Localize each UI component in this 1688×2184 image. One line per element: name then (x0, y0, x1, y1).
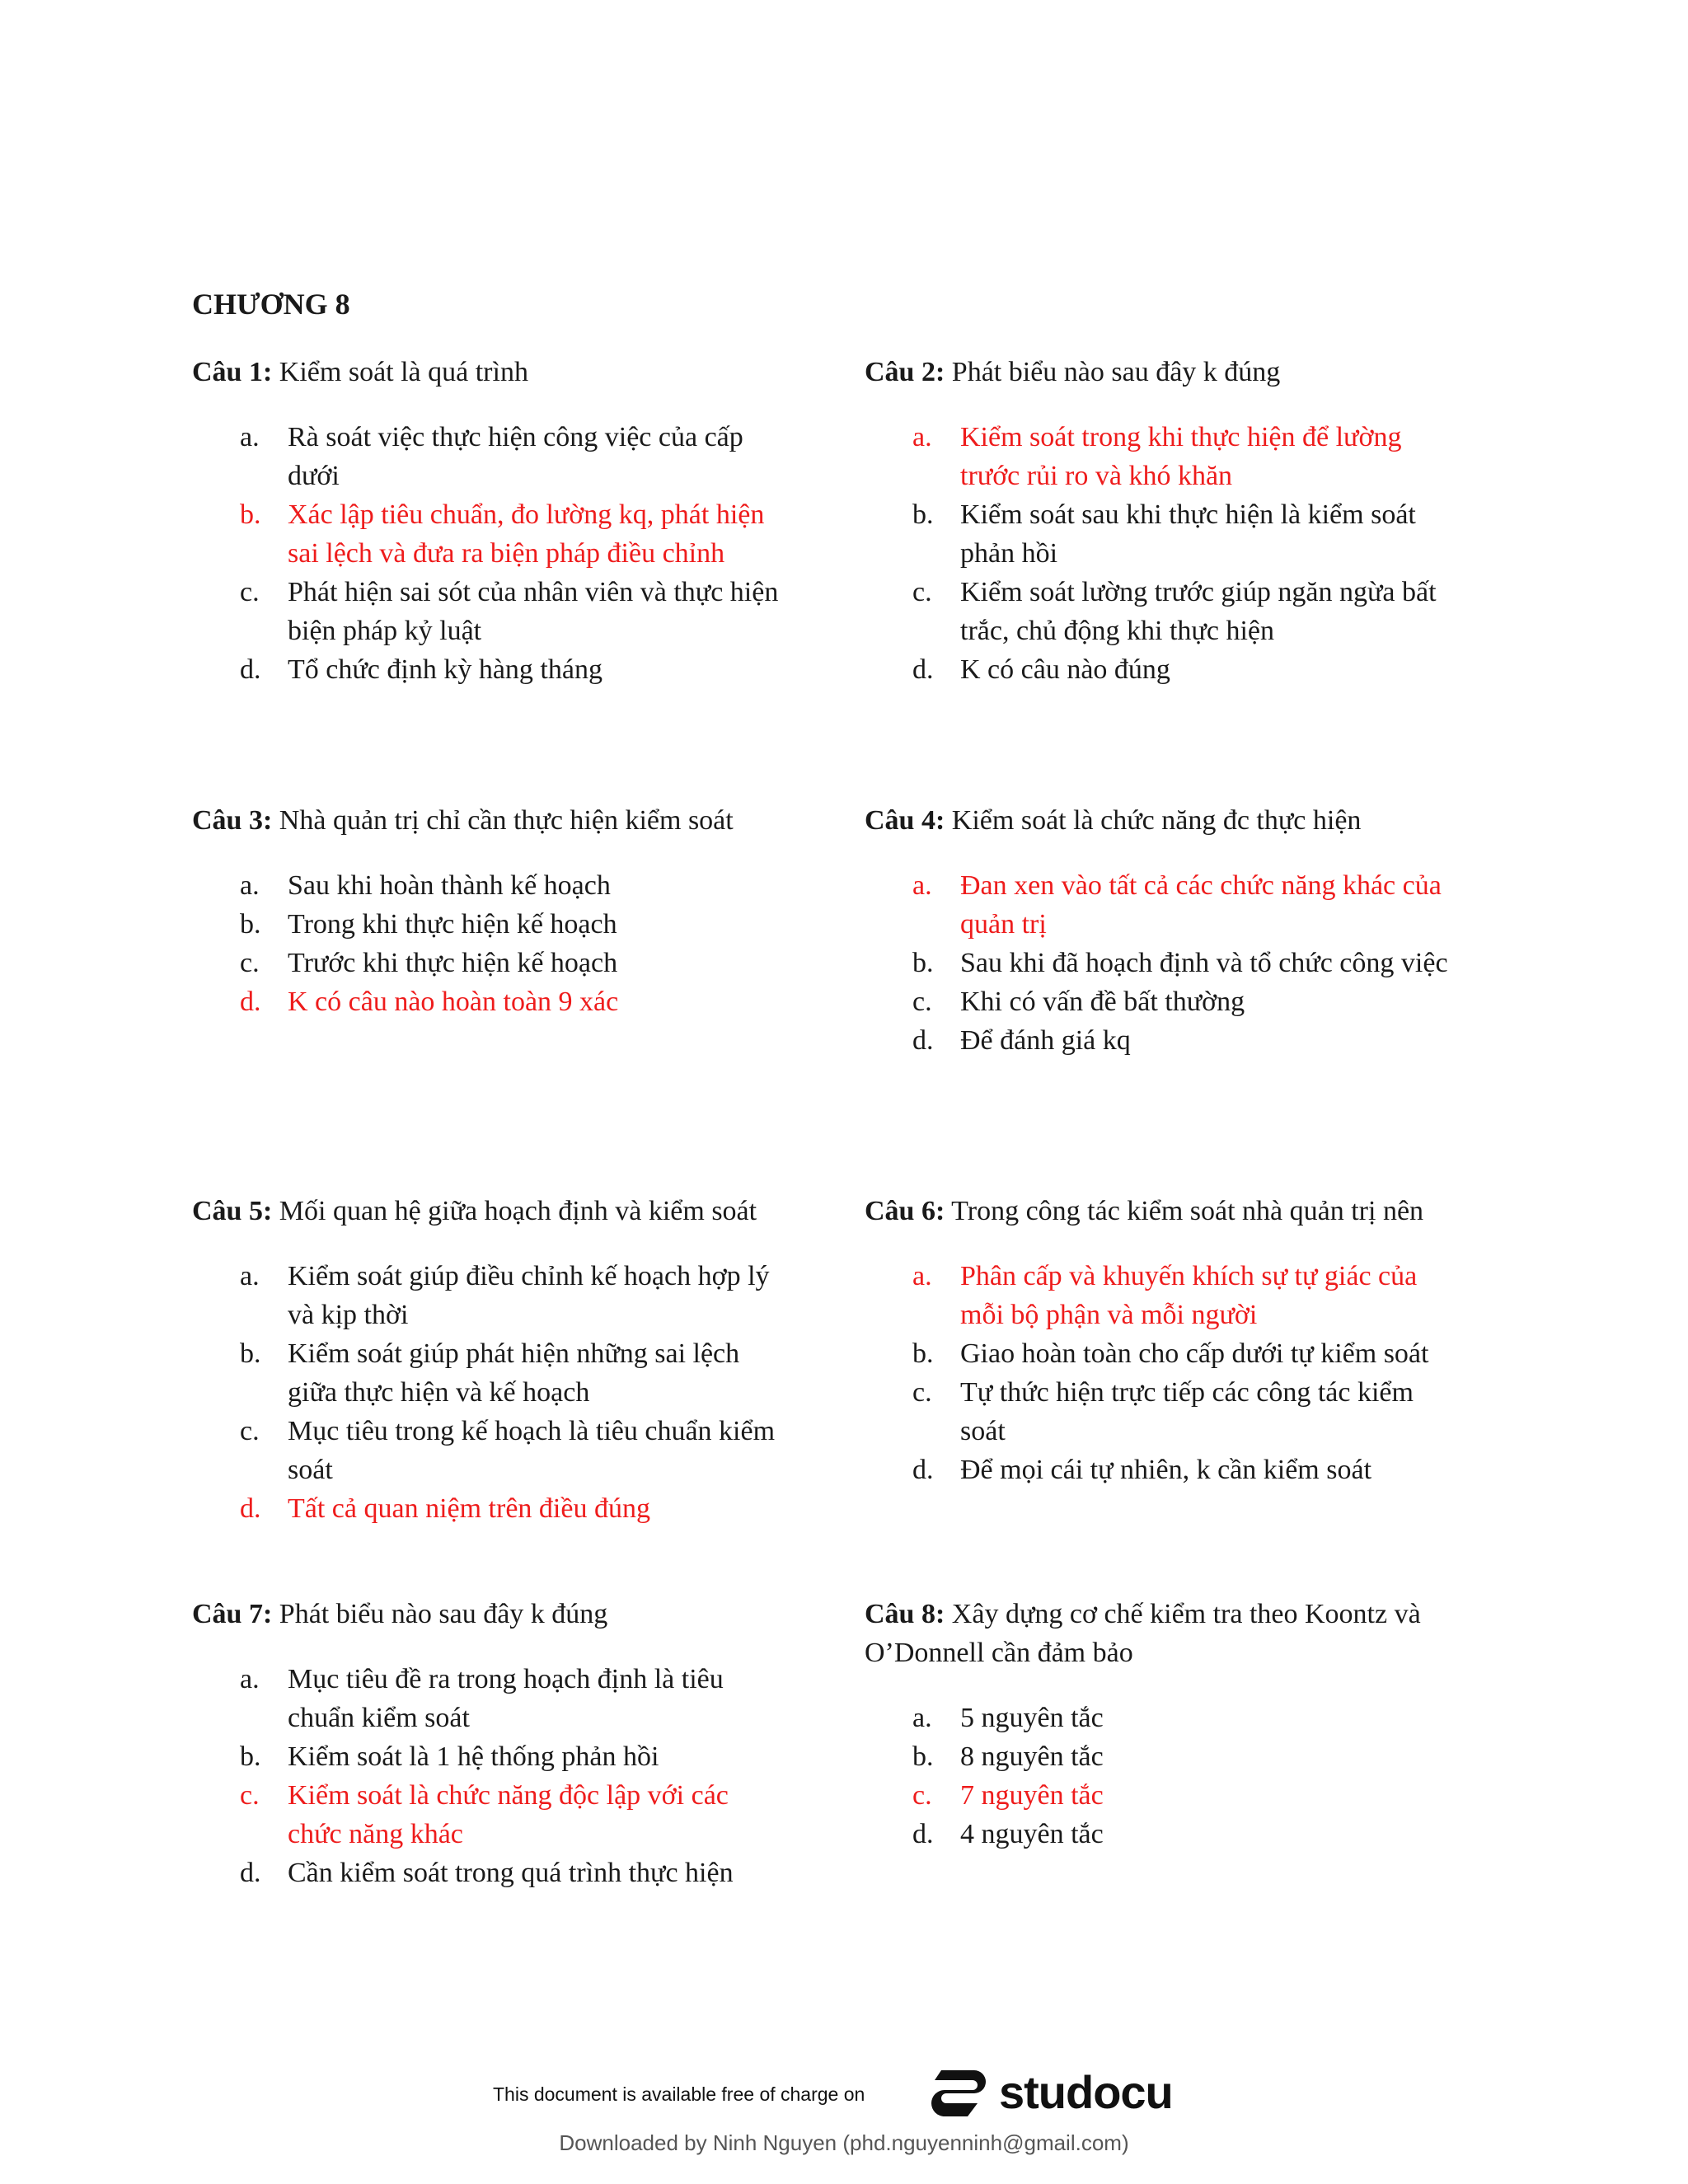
option-text: K có câu nào đúng (960, 654, 1170, 685)
question-text: Trong công tác kiểm soát nhà quản trị nên (945, 1196, 1424, 1226)
option-text: Để mọi cái tự nhiên, k cần kiểm soát (960, 1455, 1372, 1485)
option-letter: c. (240, 1416, 260, 1446)
question-label: Câu 8: (865, 1599, 945, 1629)
option-letter: c. (912, 577, 932, 607)
option-text: Trước khi thực hiện kế hoạch (288, 948, 618, 978)
studocu-icon (926, 2059, 992, 2125)
option-letter: d. (240, 654, 261, 685)
question-5 (192, 1192, 785, 1528)
option-letter: b. (912, 1338, 934, 1369)
question-4 (865, 801, 1458, 1060)
option-letter: c. (912, 1780, 932, 1811)
question-1 (192, 353, 785, 689)
option-letter: b. (240, 909, 261, 940)
option (865, 1699, 1458, 1737)
option-letter: d. (912, 1455, 934, 1485)
option-letter: a. (240, 422, 260, 452)
option (865, 1373, 1458, 1451)
option-letter: b. (912, 1741, 934, 1772)
option (192, 650, 785, 689)
option (192, 418, 785, 495)
question-text: Kiểm soát là chức năng đc thực hiện (945, 805, 1362, 836)
option (865, 1815, 1458, 1854)
option-text: Sau khi đã hoạch định và tổ chức công việc (960, 948, 1448, 978)
option-letter: d. (912, 1025, 934, 1056)
option-text: Kiểm soát là chức năng độc lập với các chức năng khác (288, 1780, 729, 1849)
correct-option (865, 1257, 1458, 1334)
option-text: Để đánh giá kq (960, 1025, 1131, 1056)
option-text: Phát hiện sai sót của nhân viên và thực hiện biện pháp kỷ luật (288, 577, 779, 646)
option-text: Cần kiểm soát trong quá trình thực hiện (288, 1858, 734, 1888)
option-text: Rà soát việc thực hiện công việc của cấp dưới (288, 422, 743, 491)
option-letter: b. (240, 499, 261, 530)
option-text: Kiểm soát sau khi thực hiện là kiểm soát phản hồi (960, 499, 1416, 569)
question-text: Kiểm soát là quá trình (272, 357, 528, 387)
correct-option (192, 1489, 785, 1528)
option-letter: d. (912, 654, 934, 685)
question-title (865, 353, 1458, 391)
option-letter: b. (240, 1338, 261, 1369)
option-text: 7 nguyên tắc (960, 1780, 1104, 1811)
question-6 (865, 1192, 1458, 1489)
option (192, 1737, 785, 1776)
option-letter: a. (912, 1261, 932, 1291)
option-list (192, 1257, 785, 1528)
option-text: Sau khi hoàn thành kế hoạch (288, 870, 611, 901)
option-text: Kiểm soát giúp điều chỉnh kế hoạch hợp lý và kịp thời (288, 1261, 770, 1330)
option (192, 944, 785, 982)
option-letter: d. (240, 987, 261, 1017)
option (192, 1854, 785, 1892)
option-text: Kiểm soát giúp phát hiện những sai lệch giữa thực hiện và kế hoạch (288, 1338, 740, 1408)
option (865, 1451, 1458, 1489)
question-text: Mối quan hệ giữa hoạch định và kiểm soát (272, 1196, 757, 1226)
option-letter: c. (912, 987, 932, 1017)
studocu-logo[interactable] (926, 2059, 1173, 2125)
option-list (192, 418, 785, 689)
option-letter: a. (912, 422, 932, 452)
correct-option (192, 495, 785, 573)
option (865, 1737, 1458, 1776)
correct-option (865, 418, 1458, 495)
question-2 (865, 353, 1458, 689)
option-text: 4 nguyên tắc (960, 1819, 1104, 1849)
option (865, 573, 1458, 650)
option (865, 982, 1458, 1021)
correct-option (865, 1776, 1458, 1815)
option (865, 1021, 1458, 1060)
option-letter: d. (240, 1493, 261, 1524)
option (865, 495, 1458, 573)
question-label: Câu 3: (192, 805, 273, 836)
question-text: Phát biểu nào sau đây k đúng (945, 357, 1281, 387)
option (192, 573, 785, 650)
correct-option (865, 866, 1458, 944)
option-list (192, 866, 785, 1021)
option (192, 1660, 785, 1737)
chapter-title: CHƯƠNG 8 (192, 288, 350, 321)
option-text: Khi có vấn đề bất thường (960, 987, 1245, 1017)
question-title (865, 1595, 1458, 1672)
option-text: K có câu nào hoàn toàn 9 xác (288, 987, 619, 1017)
option (192, 905, 785, 944)
option-letter: b. (912, 948, 934, 978)
question-title (192, 353, 785, 391)
question-text: Xây dựng cơ chế kiểm tra theo Koontz và O’Donnell cần đảm bảo (865, 1599, 1421, 1668)
option-list (865, 866, 1458, 1060)
option-letter: b. (240, 1741, 261, 1772)
option (192, 1412, 785, 1489)
option-text: Tất cả quan niệm trên điều đúng (288, 1493, 650, 1524)
option-text: Đan xen vào tất cả các chức năng khác của quản trị (960, 870, 1442, 940)
option-list (192, 1660, 785, 1892)
question-title (192, 801, 785, 840)
question-title (192, 1595, 785, 1633)
question-7 (192, 1595, 785, 1892)
option-letter: a. (240, 1261, 260, 1291)
question-label: Câu 1: (192, 357, 273, 387)
option-letter: a. (912, 870, 932, 901)
option-text: 8 nguyên tắc (960, 1741, 1104, 1772)
option-letter: d. (912, 1819, 934, 1849)
downloaded-by: Downloaded by Ninh Nguyen (phd.nguyenninh@gmail.com) (559, 2130, 1129, 2155)
option-text: Xác lập tiêu chuẩn, đo lường kq, phát hiện sai lệch và đưa ra biện pháp điều chỉnh (288, 499, 765, 569)
option-letter: c. (240, 577, 260, 607)
option-list (865, 418, 1458, 689)
option (192, 1257, 785, 1334)
question-title (865, 1192, 1458, 1230)
option (192, 866, 785, 905)
question-3 (192, 801, 785, 1021)
option (865, 650, 1458, 689)
studocu-brand-text: studocu (999, 2065, 1173, 2118)
option-text: 5 nguyên tắc (960, 1703, 1104, 1733)
option-text: Mục tiêu đề ra trong hoạch định là tiêu chuẩn kiểm soát (288, 1664, 724, 1733)
correct-option (192, 1776, 785, 1854)
option-text: Phân cấp và khuyến khích sự tự giác của mỗi bộ phận và mỗi người (960, 1261, 1418, 1330)
option-letter: c. (240, 1780, 260, 1811)
option (865, 1334, 1458, 1373)
option-text: Trong khi thực hiện kế hoạch (288, 909, 617, 940)
option-letter: a. (912, 1703, 932, 1733)
question-title (865, 801, 1458, 840)
option-letter: c. (912, 1377, 932, 1408)
question-label: Câu 5: (192, 1196, 273, 1226)
question-label: Câu 2: (865, 357, 945, 387)
option-text: Kiểm soát lường trước giúp ngăn ngừa bất trắc, chủ động khi thực hiện (960, 577, 1437, 646)
option (865, 944, 1458, 982)
question-8 (865, 1595, 1458, 1854)
option-text: Giao hoàn toàn cho cấp dưới tự kiểm soát (960, 1338, 1429, 1369)
option-text: Kiểm soát trong khi thực hiện để lường trước rủi ro và khó khăn (960, 422, 1402, 491)
option-letter: a. (240, 870, 260, 901)
option-list (865, 1257, 1458, 1489)
option-text: Mục tiêu trong kế hoạch là tiêu chuẩn kiểm soát (288, 1416, 776, 1485)
option-text: Tổ chức định kỳ hàng tháng (288, 654, 603, 685)
option-letter: c. (240, 948, 260, 978)
question-text: Nhà quản trị chỉ cần thực hiện kiểm soát (272, 805, 734, 836)
option-letter: d. (240, 1858, 261, 1888)
availability-text: This document is available free of charge on (493, 2083, 865, 2105)
question-label: Câu 7: (192, 1599, 273, 1629)
question-label: Câu 6: (865, 1196, 945, 1226)
option-letter: a. (240, 1664, 260, 1694)
correct-option (192, 982, 785, 1021)
question-title (192, 1192, 785, 1230)
question-label: Câu 4: (865, 805, 945, 836)
question-text: Phát biểu nào sau đây k đúng (272, 1599, 608, 1629)
option (192, 1334, 785, 1412)
option-text: Kiểm soát là 1 hệ thống phản hồi (288, 1741, 659, 1772)
option-text: Tự thức hiện trực tiếp các công tác kiểm soát (960, 1377, 1414, 1446)
option-list (865, 1699, 1458, 1854)
option-letter: b. (912, 499, 934, 530)
